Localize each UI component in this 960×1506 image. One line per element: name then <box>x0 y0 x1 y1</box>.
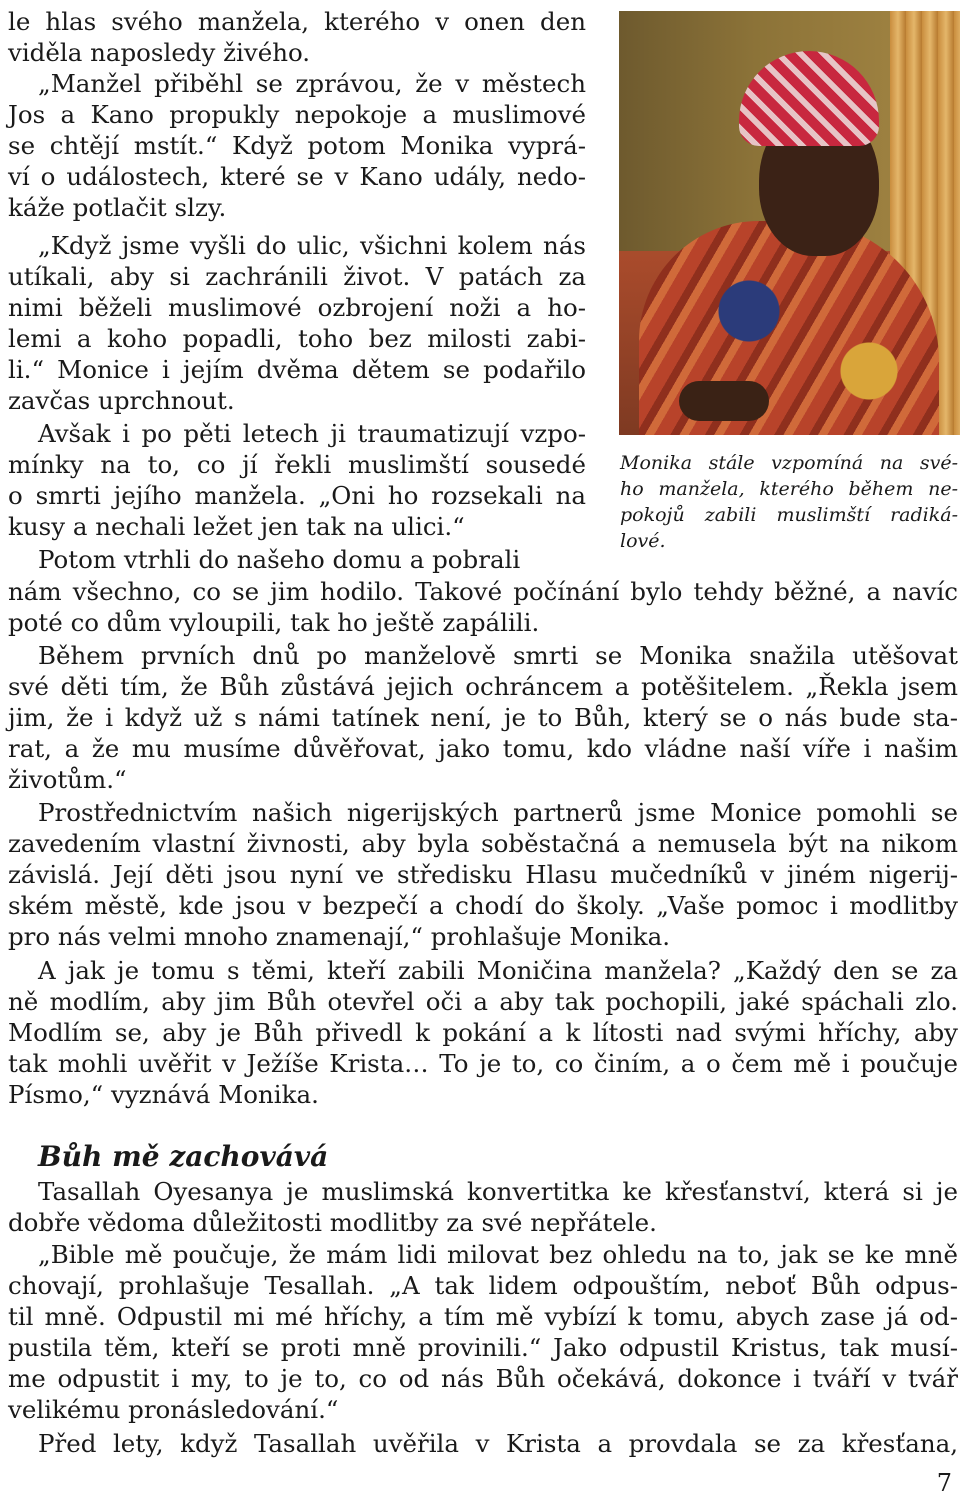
body-line: káže potlačit slzy. <box>8 193 227 222</box>
body-line: mínky na to, co jí řekli muslimští sousedé <box>8 450 586 479</box>
body-line: se chtějí mstít.“ Když potom Monika vyprá- <box>8 131 586 160</box>
photo-caption-line: ho manžela, kterého během ne- <box>620 478 958 500</box>
body-line: rat, a že mu musíme důvěřovat, jako tomu, kdo vládne naší víře i našim <box>8 734 958 763</box>
body-line: zavčas uprchnout. <box>8 386 235 415</box>
body-line: Tasallah Oyesanya je muslimská konvertitka ke křesťanství, která si je <box>38 1177 958 1206</box>
photo-monika <box>619 11 960 435</box>
body-line: til mně. Odpustil mi mé hříchy, a tím mě vybízí k tomu, abych zase já od- <box>8 1302 958 1331</box>
body-line: jim, že i když už s námi tatínek není, je to Bůh, který se o nás bude sta- <box>8 703 958 732</box>
body-line: „Když jsme vyšli do ulic, všichni kolem nás <box>38 231 586 260</box>
body-line: viděla naposledy živého. <box>8 38 311 67</box>
body-line: zavedením vlastní živnosti, aby byla soběstačná a nemusela být na nikom <box>8 829 958 858</box>
body-line: Modlím se, aby je Bůh přivedl k pokání a k lítosti nad svými hříchy, aby <box>8 1018 958 1047</box>
body-line: Prostřednictvím našich nigerijských partnerů jsme Monice pomohli se <box>38 798 958 827</box>
body-line: životům.“ <box>8 765 127 794</box>
body-line: le hlas svého manžela, kterého v onen den <box>8 7 586 36</box>
body-line: o smrti jejího manžela. „Oni ho rozsekali na <box>8 481 586 510</box>
body-line: Během prvních dnů po manželově smrti se Monika snažila utěšovat <box>38 641 958 670</box>
body-line: ně modlím, aby jim Bůh otevřel oči a aby tak pochopili, jaké spáchali zlo. <box>8 987 958 1016</box>
body-line: ví o událostech, které se v Kano udály, nedo- <box>8 162 586 191</box>
body-line: tak mohli uvěřit v Ježíše Krista… To je to, co činím, a o čem mě i poučuje <box>8 1049 958 1078</box>
body-line: závislá. Její děti jsou nyní ve středisku Hlasu mučedníků v jiném nigerij- <box>8 860 958 889</box>
photo-caption-line: Monika stále vzpomíná na své- <box>620 452 958 474</box>
body-line: Avšak i po pěti letech ji traumatizují vzpo- <box>38 419 586 448</box>
body-line: velikému pronásledování.“ <box>8 1395 339 1424</box>
body-line: A jak je tomu s těmi, kteří zabili Moničina manžela? „Každý den se za <box>38 956 958 985</box>
body-line: „Manžel přiběhl se zprávou, že v městech <box>38 69 586 98</box>
body-line: Potom vtrhli do našeho domu a pobrali <box>38 545 521 574</box>
body-line: poté co dům vyloupili, tak ho ještě zapálili. <box>8 608 540 637</box>
body-line: Před lety, když Tasallah uvěřila v Krista a provdala se za křesťana, <box>38 1429 958 1458</box>
body-line: „Bible mě poučuje, že mám lidi milovat bez ohledu na to, jak se ke mně <box>38 1240 958 1269</box>
body-line: ském městě, kde jsou v bezpečí a chodí do školy. „Vaše pomoc i modlitby <box>8 891 958 920</box>
body-line: li.“ Monice i jejím dvěma dětem se podařilo <box>8 355 586 384</box>
section-heading: Bůh mě zachovává <box>38 1140 329 1173</box>
photo-caption-line: pokojů zabili muslimští radiká- <box>620 504 958 526</box>
body-line: me odpustit i my, to je to, co od nás Bůh očekává, dokonce i tváří v tvář <box>8 1364 958 1393</box>
page-number: 7 <box>936 1469 952 1497</box>
body-line: dobře vědoma důležitosti modlitby za své nepřátele. <box>8 1208 657 1237</box>
body-line: utíkali, aby si zachránili život. V patách za <box>8 262 586 291</box>
body-line: své děti tím, že Bůh zůstává jejich ochráncem a potěšitelem. „Řekla jsem <box>8 672 958 701</box>
body-line: pustila těm, kteří se proti mně provinili.“ Jako odpustil Kristus, tak musí- <box>8 1333 958 1362</box>
photo-caption-line: lové. <box>620 530 666 552</box>
body-line: Písmo,“ vyznává Monika. <box>8 1080 319 1109</box>
body-line: pro nás velmi mnoho znamenají,“ prohlašuje Monika. <box>8 922 671 951</box>
body-line: lemi a koho popadli, toho bez milosti zabi- <box>8 324 586 353</box>
body-line: kusy a nechali ležet jen tak na ulici.“ <box>8 512 465 541</box>
body-line: nám všechno, co se jim hodilo. Takové počínání bylo tehdy běžné, a navíc <box>8 577 958 606</box>
body-line: nimi běželi muslimové ozbrojení noži a ho- <box>8 293 586 322</box>
body-line: chovají, prohlašuje Tesallah. „A tak lidem odpouštím, neboť Bůh odpus- <box>8 1271 958 1300</box>
body-line: Jos a Kano propukly nepokoje a muslimové <box>8 100 586 129</box>
